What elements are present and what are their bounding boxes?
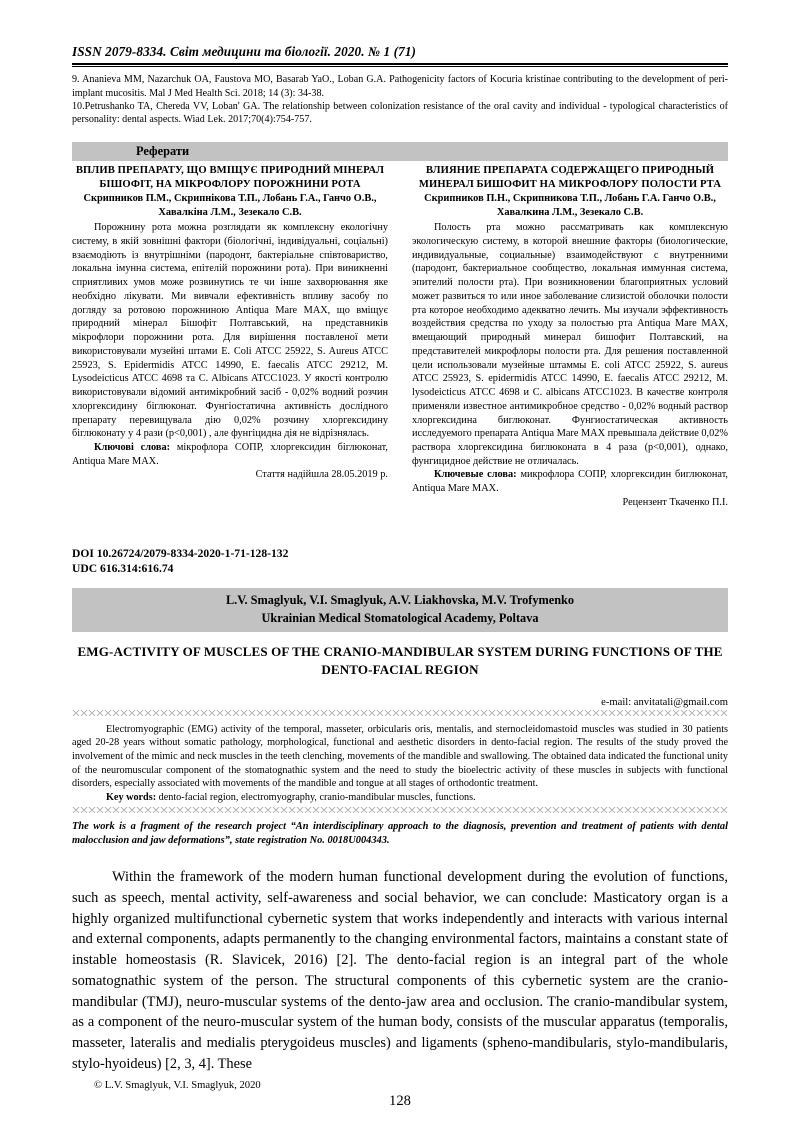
header-rule <box>72 63 728 67</box>
abstract-ru-keywords-label: Ключевые слова: <box>434 469 517 481</box>
abstract-uk-keywords-label: Ключові слова: <box>94 441 171 453</box>
abstract-ru-authors: Скрипников П.Н., Скрипникова Т.П., Лобань Г.А. Ганчо О.В., Хавалкина Л.М., Зезекало С.В. <box>424 193 716 218</box>
udc-line: UDC 616.314:616.74 <box>72 561 174 575</box>
reference-item: 10.Petrushanko TA, Chereda VV, Loban' GA. The relationship between colonization resistance of the oral cavity and individual - typological characteristics of personality: dental aspects. Wiad Lek. 2017;70(4):754-757. <box>72 100 728 126</box>
reference-list <box>72 73 728 126</box>
copyright-line: © L.V. Smaglyuk, V.I. Smaglyuk, 2020 <box>94 1080 261 1091</box>
english-abstract: Electromyographic (EMG) activity of the temporal, masseter, orbicularis oris, mentalis, and sternocleidomastoid muscles was studied in 30 patients aged 20-28 years without somatic pathology, morphological, functional and aesthetic disorders in dento-facial region. The results of the study proved the involvement of the mimic and neck muscles in the teeth clenching, movements of the mandible and swallowing. The obtained data indicated the functional unity of the neuromuscular component of the stomatognathic system and the need to study the bioelectric activity of these muscles in subjects with functional disorders, especially associated with movements of the mandible and tongue at all stages of orthodontic treatment. <box>72 723 728 790</box>
reference-item: 9. Ananieva MM, Nazarchuk OA, Faustova MO, Basarab YaO., Loban G.A. Pathogenicity factors of Kocuria kristinae contributing to the development of peri-implant mucositis. Mal J Med Health Sci. 2018; 14 (3): 34-38. <box>72 74 728 99</box>
page-footer <box>72 1080 728 1110</box>
abstract-uk-keywords-value: мікрофлора СОПР, хлоргексидин біглюконат, Antiqua Mare MAX. <box>72 441 388 467</box>
abstract-ru-keywords <box>412 468 728 495</box>
abstract-russian <box>412 164 728 509</box>
abstract-uk-authors: Скрипников П.М., Скрипнікова Т.П., Лобань Г.А., Ганчо О.В., Хавалкіна Л.М., Зезекало С.В. <box>83 193 377 218</box>
section-band-referaty: Реферати <box>72 142 728 161</box>
wavy-divider-top <box>72 710 728 716</box>
abstract-uk-title: ВПЛИВ ПРЕПАРАТУ, ЩО ВМІЩУЄ ПРИРОДНИЙ МІНЕРАЛ БІШОФІТ, НА МІКРОФЛОРУ ПОРОЖНИНИ РОТА <box>75 165 385 191</box>
abstract-ru-body: Полость рта можно рассматривать как комплексную экологическую систему, в которой внешние факторы (биологические, индивидуальные, социальные) взаимодействуют с внутренними (пародонт, бактериальное сообщество, локальная иммунная система, эпителий полости рта). При возникновении благоприятных условий может развиться то или иное заболевание слизистой оболочки полости рта которое необходимо адекватно лечить. Мы изучали эффективность воздействия средства по уходу за полостью рта Antiqua Mare MAX, вмещающий природный минерал бишофит Полтавский, на представителей микрофлоры полости рта. Для решения поставленной цели использовали музейные штаммы E. coli ATCC 25922, S. aureus ATCC 25923, S. epidermidis ATCC 14990, E. faecalis ATCC 29212, M. lysodeicticus ATCC 4698 и C. albicans ATCC1023. В качестве контроля применяли известное антимикробное средство - 0,02% водный раствор хлоргексидина биглюконат. Фунгиостатическая активность исследуемого препарата Antiqua Mare MAX превышала действие 0,02% раствора хлоргексидина биглюконата в 4 раза (р<0,001), однако, фунгицидное действие не отличалась. <box>412 222 728 467</box>
running-head: ISSN 2079-8334. Світ медицини та біології. 2020. № 1 (71) <box>72 44 417 59</box>
abstract-uk-body: Порожнину рота можна розглядати як комплексну екологічну систему, в якій зовнішні фактори (біологічні, індивідуальні, соціальні) взаємодіють із внутрішніми (пародонт, бактеріальне співтовариство, локальна імунна система, епітелій порожнини рота). При виникненні сприятливих умов може розвинутись те чи інше захворювання яке необхідно лікувати. Ми вивчали ефективність впливу засобу по догляду за ротовою порожниною Antiqua Mare MAX, що вміщує природний мінерал Бішофіт Полтавський, на представників мікрофлори порожнини рота. Для вирішення поставленої мети використовували музейні штами E. Coli ATCC 25922, S. Aureus ATCC 25923, S. Epidermidis ATCC 14990, E. faecalis ATCC 29212, M. Lysodeicticus ATCC 4698 та C. Albicans ATCC1023. У якості контролю використовували відомий антимікробний засіб - 0,02% водний розчин хлоргексидину біглюконат. Фунгіостатична активність дослідного препарату перевищувала дію 0,02% розчину хлоргексидину біглюконату у 4 рази (р<0,001) , але фунгіцидна дія не відрізнялась. <box>72 222 388 440</box>
article-authors-band <box>72 588 728 632</box>
english-keywords-value: dento-facial region, electromyography, cranio-mandibular muscles, functions. <box>158 792 476 804</box>
english-keywords-label: Key words: <box>106 792 157 804</box>
abstract-ru-keywords-value: микрофлора СОПР, хлоргексидин биглюконат, Antiqua Mare MAX. <box>412 469 729 495</box>
article-title: EMG-ACTIVITY OF MUSCLES OF THE CRANIO-MANDIBULAR SYSTEM DURING FUNCTIONS OF THE DENTO-FACIAL REGION <box>77 643 723 677</box>
article-affiliation: Ukrainian Medical Stomatological Academy, Poltava <box>261 611 539 626</box>
article-authors: L.V. Smaglyuk, V.I. Smaglyuk, A.V. Liakhovska, M.V. Trofymenko <box>225 593 575 608</box>
research-project-note: The work is a fragment of the research project “An interdisciplinary approach to the diagnosis, prevention and treatment of patients with dental malocclusion and jaw deformations”, state registration No. 0018U004343. <box>72 820 728 846</box>
article-email: e-mail: anvitatali@gmail.com <box>601 696 728 708</box>
doi-line: DOI 10.26724/2079-8334-2020-1-71-128-132 <box>72 546 289 560</box>
article-body-text: Within the framework of the modern human functional development during the evolution of functions, such as speech, mental activity, self-awareness and social behavior, we can conclude: Masticatory organ is a highly organized multifunctional cybernetic system that works independently and interacts with various internal and external components, adapts permanently to the changing environmental factors, maintains a constant state of instable homeostasis (R. Slavicek, 2016) [2]. The dento-facial region is an integral part of the whole somatognathic system of the person. The structural components of this cybernetic system are the cranio-mandibular (TMJ), neuro-muscular systems of the dento-jaw area and occlusion. The cranio-mandibular system, as a component of the neuro-muscular system of the human body, consists of the muscular apparatus (temporalis, masseter, lateralis and medialis pterygoideus muscles) and ligaments (spheno-mandibularis, stylo-mandibularis, stylo-hyoideus) [2, 3, 4]. These <box>72 869 728 1072</box>
wavy-divider-bottom <box>72 807 728 813</box>
abstract-ru-title: ВЛИЯНИЕ ПРЕПАРАТА СОДЕРЖАЩЕГО ПРИРОДНЫЙ МИНЕРАЛ БИШОФИТ НА МИКРОФЛОРУ ПОЛОСТИ РТА <box>418 165 722 191</box>
english-keywords <box>72 791 728 805</box>
abstract-ukrainian <box>72 164 388 509</box>
abstract-uk-keywords <box>72 441 388 468</box>
abstract-ru-footer: Рецензент Ткаченко П.І. <box>622 496 728 508</box>
abstract-uk-footer: Стаття надійшла 28.05.2019 р. <box>255 469 388 481</box>
doi-udc-block <box>72 546 728 577</box>
page-number: 128 <box>389 1093 411 1109</box>
abstract-columns <box>72 164 728 509</box>
